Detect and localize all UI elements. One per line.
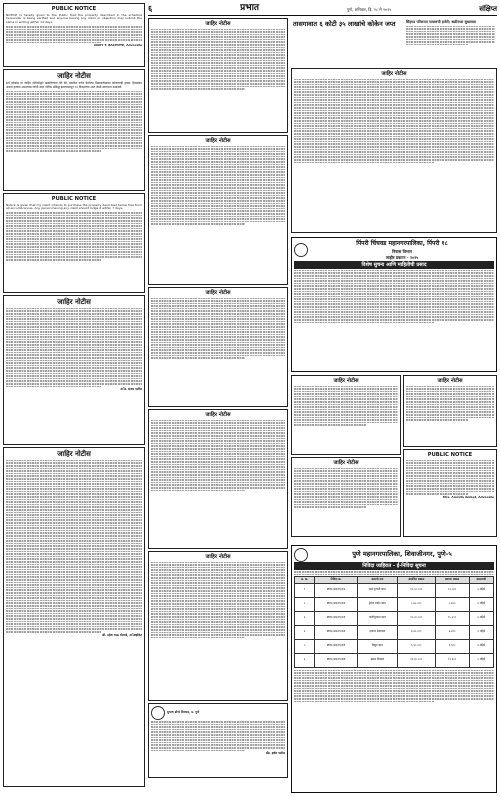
table-cell: १५,२०,०००: [397, 611, 435, 625]
pcmc-sub: निवास विभाग: [392, 248, 412, 254]
jahir-notice-3: [3, 447, 145, 787]
table-cell: इमारत देखभाल: [357, 625, 397, 639]
notice-body: Notice is given that my client intends to purchase the property described below free from all encumbrances. Any person having any claim should lodge it within 7 days.: [6, 202, 142, 211]
table-cell: ९,९००: [435, 639, 469, 653]
ad-signature: ॲड. हर्षल पाटील: [265, 751, 285, 756]
table-cell: ६ महिने: [469, 583, 493, 597]
jahir-notice-wide: [291, 68, 497, 233]
notice-body: सर्व लोकांस या जाहिर नोटीसीद्वारे कळविण्यात येते की, खालील वर्णन केलेल्या मिळकतीबाबत कोणाचाही हक्क, हितसंबंध अथवा हरकत असल्यास त्यांनी सदर नोटीस प्रसिद्ध झाल्यापासून १४ दिवसांच्या आत लेखी स्वरूपात कळवावे.: [6, 80, 142, 89]
table-cell: PMC/2025/04: [315, 625, 358, 639]
table-cell: १२,५०,०००: [397, 583, 435, 597]
table-cell: PMC/2025/02: [315, 597, 358, 611]
ad-footer: [148, 703, 288, 778]
column-1: [3, 3, 145, 789]
notice-title: PUBLIC NOTICE: [51, 6, 97, 12]
office-name: सुभाष डोंगरे विश्वास, प्र. पुणे: [167, 709, 200, 714]
notice-title: जाहिर नोटीस: [57, 72, 91, 80]
notice-signature: NAVY T. BACHUTE, Advocate: [94, 43, 142, 48]
column-3-wide: [291, 68, 497, 235]
notice-title: जाहिर नोटीस: [57, 298, 91, 306]
table-cell: ९,९०,०००: [397, 639, 435, 653]
notice-title: जाहिर नोटीस: [205, 21, 231, 27]
table-cell: PMC/2025/03: [315, 611, 358, 625]
table-row: [295, 639, 494, 653]
tender-header-cell: अ. क्र.: [295, 577, 315, 583]
table-cell: ६: [295, 653, 315, 667]
tender-header-cell: अंदाजित रक्कम: [397, 577, 435, 583]
notice-title: जाहिर नोटीस: [205, 290, 231, 296]
table-row: [295, 653, 494, 667]
pmc-title: पुणे महानगरपालिका, शिवाजीनगर, पुणे-५: [352, 550, 452, 559]
pmc-emblem-icon: [294, 548, 308, 562]
pcmc-title: पिंपरी चिंचवड महानगरपालिका, पिंपरी १८: [356, 240, 448, 247]
table-cell: २: [295, 597, 315, 611]
notice-body: NOTICE is hereby given to the Public that the property described in the schedule hereunder is being verified and anyone having any claim or objection may submit the same in writing within 14 days.: [6, 12, 142, 25]
table-cell: PMC/2025/01: [315, 583, 358, 597]
pmc-tender: [291, 545, 497, 793]
col4-jahir-notice-b: [291, 457, 401, 537]
notice-signature: अॅड. संजय पाटील: [120, 387, 142, 392]
table-cell: पाणीपुरवठा काम: [357, 611, 397, 625]
short-news-text: सिंहगड परिसरात पावसाची हजेरी; बळीराजा सुखावला: [406, 20, 477, 24]
table-cell: ८,७५०: [435, 597, 469, 611]
section-title: संक्षिप्त: [479, 4, 497, 13]
table-cell: ६ महिने: [469, 611, 493, 625]
jahir-notice-c: [148, 287, 288, 407]
tender-body: [295, 583, 494, 667]
notice-title: PUBLIC NOTICE: [51, 196, 97, 202]
jahir-notice-2: [3, 295, 145, 445]
newspaper-logo: प्रभात: [240, 3, 260, 14]
notice-title: जाहिर नोटीस: [333, 460, 359, 466]
notice-title: जाहिर नोटीस: [205, 554, 231, 560]
col4-jahir-notice-a: [291, 375, 401, 455]
table-row: [295, 611, 494, 625]
pcmc-advt: जाहीर प्रकटन - २०२५: [385, 254, 419, 260]
headline: तासगावात ६ कोटी ३५ लाखांचे कोकेन जप्त: [293, 20, 396, 28]
masthead: [148, 3, 497, 16]
tender-table: [294, 576, 494, 667]
notice-title: जाहिर नोटीस: [205, 412, 231, 418]
table-cell: PMC/2025/05: [315, 639, 358, 653]
notice-title: जाहिर नोटीस: [57, 450, 91, 458]
tender-header-cell: कामाचे नाव: [357, 577, 397, 583]
table-cell: १: [295, 583, 315, 597]
notice-title: जाहिर नोटीस: [333, 378, 359, 384]
tender-header-cell: बयाणा रक्कम: [435, 577, 469, 583]
pmc-tender-block: [291, 545, 497, 795]
table-cell: ६,४००: [435, 625, 469, 639]
notice-title: जाहिर नोटीस: [205, 138, 231, 144]
table-cell: ४: [295, 625, 315, 639]
table-cell: उद्यान विकास: [357, 653, 397, 667]
jahir-notice-e: [148, 551, 288, 701]
table-cell: १२,५००: [435, 583, 469, 597]
issue-date: पुणे, शनिवार, दि. २८ मे २०२५: [347, 6, 392, 12]
column-3-lower: [291, 375, 497, 539]
notice-title: जाहिर नोटीस: [381, 71, 407, 77]
table-cell: ५: [295, 639, 315, 653]
table-cell: ८,७५,०००: [397, 597, 435, 611]
table-cell: रस्ते दुरुस्ती काम: [357, 583, 397, 597]
pcmc-heading: विशेष सुचना आणि माहितीची प्रसाद: [294, 261, 494, 269]
notice-signature: Mrs. Amruta Ambet, Advocate: [442, 494, 494, 499]
page-number: ६: [148, 4, 153, 13]
pcmc-emblem-icon: [294, 243, 308, 257]
table-cell: PMC/2025/06: [315, 653, 358, 667]
jahir-notice-d: [148, 409, 288, 549]
notice-signature: श्री. महेश भाऊ घोरपडे, अॅडव्होकेट: [102, 632, 142, 637]
column-4-top: [404, 18, 497, 68]
emblem-icon: [151, 706, 165, 720]
jahir-notice-a: [148, 18, 288, 133]
table-cell: १५,२००: [435, 611, 469, 625]
notice-title: जाहिर नोटीस: [437, 378, 463, 384]
table-row: [295, 583, 494, 597]
table-row: [295, 597, 494, 611]
public-notice-1: [3, 3, 145, 67]
short-news: [404, 18, 497, 66]
col4-public-notice: [403, 449, 497, 537]
pcmc-notice: [291, 237, 497, 372]
table-cell: ३: [295, 611, 315, 625]
table-cell: ५ महिने: [469, 653, 493, 667]
table-cell: ४ महिने: [469, 639, 493, 653]
column-2: [148, 18, 288, 780]
headline-story: [291, 18, 401, 66]
jahir-notice-1: [3, 69, 145, 191]
table-cell: ड्रेनेज लाईन काम: [357, 597, 397, 611]
pmc-tender-heading: निविदा जाहिरात - ई-निविदा सूचना: [294, 562, 494, 570]
tender-header-cell: निविदा क्र.: [315, 577, 358, 583]
pcmc-block: [291, 237, 497, 374]
table-cell: ६,४०,०००: [397, 625, 435, 639]
public-notice-2: [3, 193, 145, 293]
notice-title: PUBLIC NOTICE: [427, 452, 473, 458]
table-cell: विद्युत काम: [357, 639, 397, 653]
tender-header-cell: कालावधी: [469, 577, 493, 583]
table-cell: ११,३००: [435, 653, 469, 667]
column-3: [291, 18, 401, 68]
table-cell: ३ महिने: [469, 625, 493, 639]
table-cell: ११,३०,०००: [397, 653, 435, 667]
table-cell: ४ महिने: [469, 597, 493, 611]
col4-jahir-notice-c: [403, 375, 497, 447]
table-row: [295, 625, 494, 639]
